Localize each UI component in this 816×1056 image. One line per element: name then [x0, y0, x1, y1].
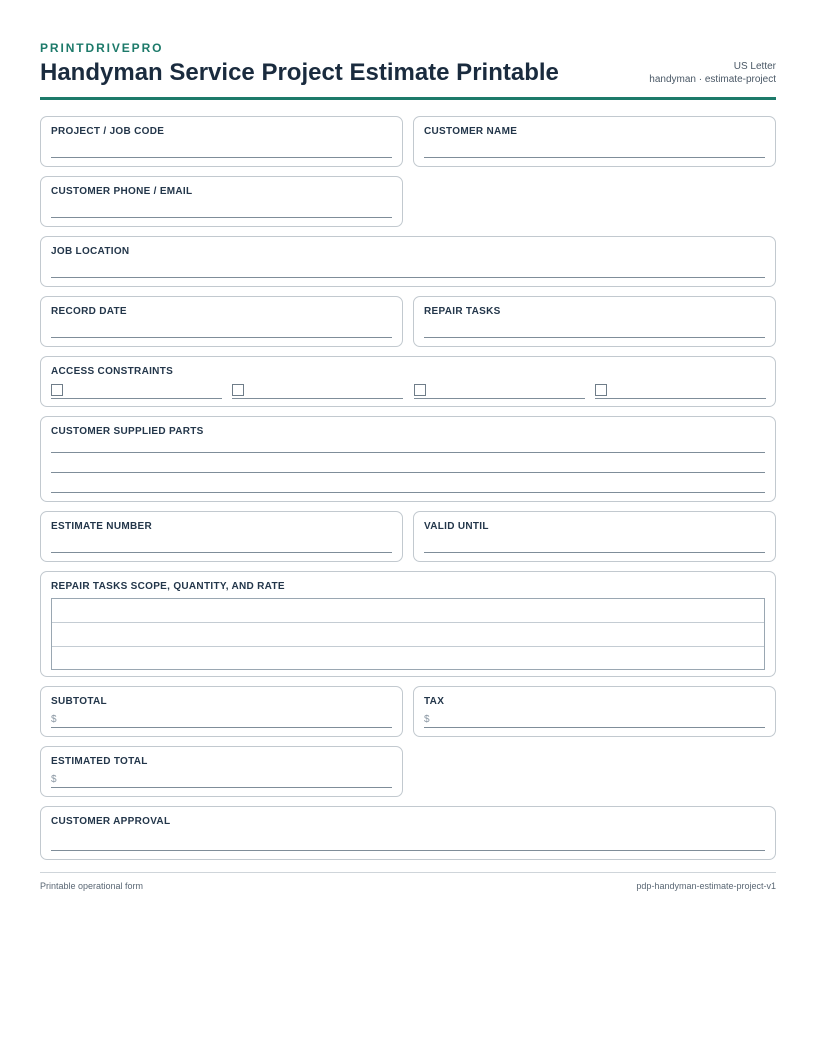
valid-until-field [413, 511, 776, 562]
valid-until-input[interactable] [424, 552, 765, 553]
field-label: REPAIR TASKS [424, 306, 501, 317]
access-option-3[interactable] [414, 383, 585, 399]
document-meta [649, 60, 776, 86]
field-label: ESTIMATED TOTAL [51, 756, 148, 767]
scope-table [51, 598, 765, 670]
customer-name-field [413, 116, 776, 167]
record-date-input[interactable] [51, 337, 392, 338]
access-option-4[interactable] [595, 383, 766, 399]
field-label: CUSTOMER APPROVAL [51, 816, 171, 827]
field-label: CUSTOMER SUPPLIED PARTS [51, 426, 204, 437]
customer-phone-email-input[interactable] [51, 217, 392, 218]
project-job-code-field [40, 116, 403, 167]
form-header [40, 40, 776, 100]
access-option-2[interactable] [232, 383, 403, 399]
paper-size: US Letter [733, 61, 776, 72]
customer-name-input[interactable] [424, 157, 765, 158]
parts-line-3[interactable] [51, 492, 765, 493]
estimate-number-input[interactable] [51, 552, 392, 553]
field-label: RECORD DATE [51, 306, 127, 317]
customer-approval-field [40, 806, 776, 860]
checkbox[interactable] [51, 384, 63, 396]
estimated-total-field [40, 746, 403, 797]
field-label: REPAIR TASKS SCOPE, QUANTITY, AND RATE [51, 581, 285, 592]
table-row[interactable] [52, 646, 764, 647]
repair-tasks-field [413, 296, 776, 347]
field-label: SUBTOTAL [51, 696, 107, 707]
parts-line-2[interactable] [51, 472, 765, 473]
job-location-field [40, 236, 776, 287]
field-label: PROJECT / JOB CODE [51, 126, 165, 137]
brand-name: PRINTDRIVEPRO [40, 41, 164, 55]
field-label: CUSTOMER PHONE / EMAIL [51, 186, 193, 197]
customer-phone-email-field [40, 176, 403, 227]
customer-approval-input[interactable] [51, 850, 765, 851]
repair-tasks-input[interactable] [424, 337, 765, 338]
field-label: CUSTOMER NAME [424, 126, 518, 137]
checkbox[interactable] [595, 384, 607, 396]
footer-note: Printable operational form [40, 881, 144, 891]
field-label: JOB LOCATION [51, 246, 130, 257]
estimated-total-input[interactable] [51, 787, 392, 788]
scope-quantity-rate-section [40, 571, 776, 677]
subtotal-field [40, 686, 403, 737]
table-row[interactable] [52, 622, 764, 623]
currency-symbol: $ [424, 714, 430, 725]
field-label: ESTIMATE NUMBER [51, 521, 152, 532]
record-date-field [40, 296, 403, 347]
field-label: TAX [424, 696, 445, 707]
field-label: ACCESS CONSTRAINTS [51, 366, 174, 377]
tax-field [413, 686, 776, 737]
job-location-input[interactable] [51, 277, 765, 278]
page-title: Handyman Service Project Estimate Printable [40, 59, 559, 86]
field-label: VALID UNTIL [424, 521, 489, 532]
document-tags: handyman · estimate-project [649, 74, 776, 85]
estimate-number-field [40, 511, 403, 562]
currency-symbol: $ [51, 774, 57, 785]
project-job-code-input[interactable] [51, 157, 392, 158]
form-id: pdp-handyman-estimate-project-v1 [636, 881, 776, 891]
parts-line-1[interactable] [51, 452, 765, 453]
checkbox[interactable] [414, 384, 426, 396]
access-option-1[interactable] [51, 383, 222, 399]
page-footer [40, 872, 776, 891]
checkbox[interactable] [232, 384, 244, 396]
tax-input[interactable] [424, 727, 765, 728]
currency-symbol: $ [51, 714, 57, 725]
access-constraints-field [40, 356, 776, 407]
customer-supplied-parts-field [40, 416, 776, 502]
subtotal-input[interactable] [51, 727, 392, 728]
